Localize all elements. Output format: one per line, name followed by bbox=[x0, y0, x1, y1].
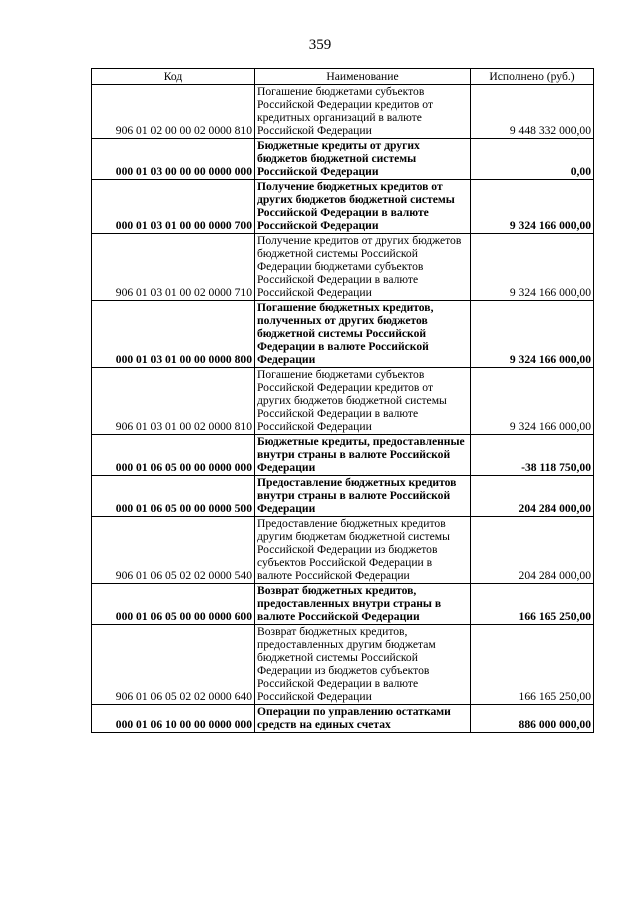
code-cell: 906 01 03 01 00 02 0000 810 bbox=[92, 368, 255, 435]
column-header-code: Код bbox=[92, 69, 255, 85]
page-number: 359 bbox=[308, 37, 332, 53]
table-row bbox=[92, 234, 594, 301]
name-cell: Возврат бюджетных кредитов, предоставленных другим бюджетам бюджетной системы Российской Федерации из бюджетов субъектов Российской Федерации в валюте Российской Федерации bbox=[255, 625, 471, 705]
code-cell: 000 01 03 01 00 00 0000 800 bbox=[92, 301, 255, 368]
code-cell: 000 01 06 05 00 00 0000 500 bbox=[92, 476, 255, 517]
name-cell: Предоставление бюджетных кредитов внутри страны в валюте Российской Федерации bbox=[255, 476, 471, 517]
amount-cell: 204 284 000,00 bbox=[471, 476, 594, 517]
name-cell: Погашение бюджетами субъектов Российской Федерации кредитов от кредитных организаций в валюте Российской Федерации bbox=[255, 85, 471, 139]
amount-cell: 9 324 166 000,00 bbox=[471, 368, 594, 435]
code-cell: 000 01 03 01 00 00 0000 700 bbox=[92, 180, 255, 234]
code-cell: 000 01 06 05 00 00 0000 000 bbox=[92, 435, 255, 476]
table-row bbox=[92, 368, 594, 435]
amount-cell: 166 165 250,00 bbox=[471, 625, 594, 705]
amount-cell: 9 324 166 000,00 bbox=[471, 234, 594, 301]
code-cell: 000 01 06 10 00 00 0000 000 bbox=[92, 705, 255, 733]
table-row bbox=[92, 517, 594, 584]
amount-cell: 9 324 166 000,00 bbox=[471, 301, 594, 368]
code-cell: 906 01 06 05 02 02 0000 640 bbox=[92, 625, 255, 705]
name-cell: Бюджетные кредиты от других бюджетов бюджетной системы Российской Федерации bbox=[255, 139, 471, 180]
amount-cell: -38 118 750,00 bbox=[471, 435, 594, 476]
table-header-row bbox=[92, 69, 594, 85]
amount-cell: 9 324 166 000,00 bbox=[471, 180, 594, 234]
column-header-amount: Исполнено (руб.) bbox=[471, 69, 594, 85]
amount-cell: 886 000 000,00 bbox=[471, 705, 594, 733]
code-cell: 000 01 06 05 00 00 0000 600 bbox=[92, 584, 255, 625]
name-cell: Получение бюджетных кредитов от других бюджетов бюджетной системы Российской Федерации в валюте Российской Федерации bbox=[255, 180, 471, 234]
name-cell: Бюджетные кредиты, предоставленные внутри страны в валюте Российской Федерации bbox=[255, 435, 471, 476]
table-row bbox=[92, 180, 594, 234]
name-cell: Получение кредитов от других бюджетов бюджетной системы Российской Федерации бюджетами субъектов Российской Федерации в валюте Российской Федерации bbox=[255, 234, 471, 301]
table-row bbox=[92, 301, 594, 368]
code-cell: 906 01 06 05 02 02 0000 540 bbox=[92, 517, 255, 584]
amount-cell: 0,00 bbox=[471, 139, 594, 180]
amount-cell: 166 165 250,00 bbox=[471, 584, 594, 625]
table-row bbox=[92, 85, 594, 139]
name-cell: Погашение бюджетами субъектов Российской Федерации кредитов от других бюджетов бюджетной системы Российской Федерации в валюте Российской Федерации bbox=[255, 368, 471, 435]
name-cell: Предоставление бюджетных кредитов другим бюджетам бюджетной системы Российской Федерации из бюджетов субъектов Российской Федерации в валюте Российской Федерации bbox=[255, 517, 471, 584]
table-row bbox=[92, 584, 594, 625]
table-body bbox=[92, 85, 594, 733]
budget-table bbox=[91, 68, 594, 733]
amount-cell: 204 284 000,00 bbox=[471, 517, 594, 584]
name-cell: Возврат бюджетных кредитов, предоставленных внутри страны в валюте Российской Федерации bbox=[255, 584, 471, 625]
table-row bbox=[92, 435, 594, 476]
table-row bbox=[92, 139, 594, 180]
name-cell: Погашение бюджетных кредитов, полученных от других бюджетов бюджетной системы Российской Федерации в валюте Российской Федерации bbox=[255, 301, 471, 368]
code-cell: 906 01 03 01 00 02 0000 710 bbox=[92, 234, 255, 301]
table-row bbox=[92, 625, 594, 705]
column-header-name: Наименование bbox=[255, 69, 471, 85]
table-row bbox=[92, 476, 594, 517]
table-row bbox=[92, 705, 594, 733]
code-cell: 000 01 03 00 00 00 0000 000 bbox=[92, 139, 255, 180]
code-cell: 906 01 02 00 00 02 0000 810 bbox=[92, 85, 255, 139]
name-cell: Операции по управлению остатками средств на единых счетах bbox=[255, 705, 471, 733]
amount-cell: 9 448 332 000,00 bbox=[471, 85, 594, 139]
